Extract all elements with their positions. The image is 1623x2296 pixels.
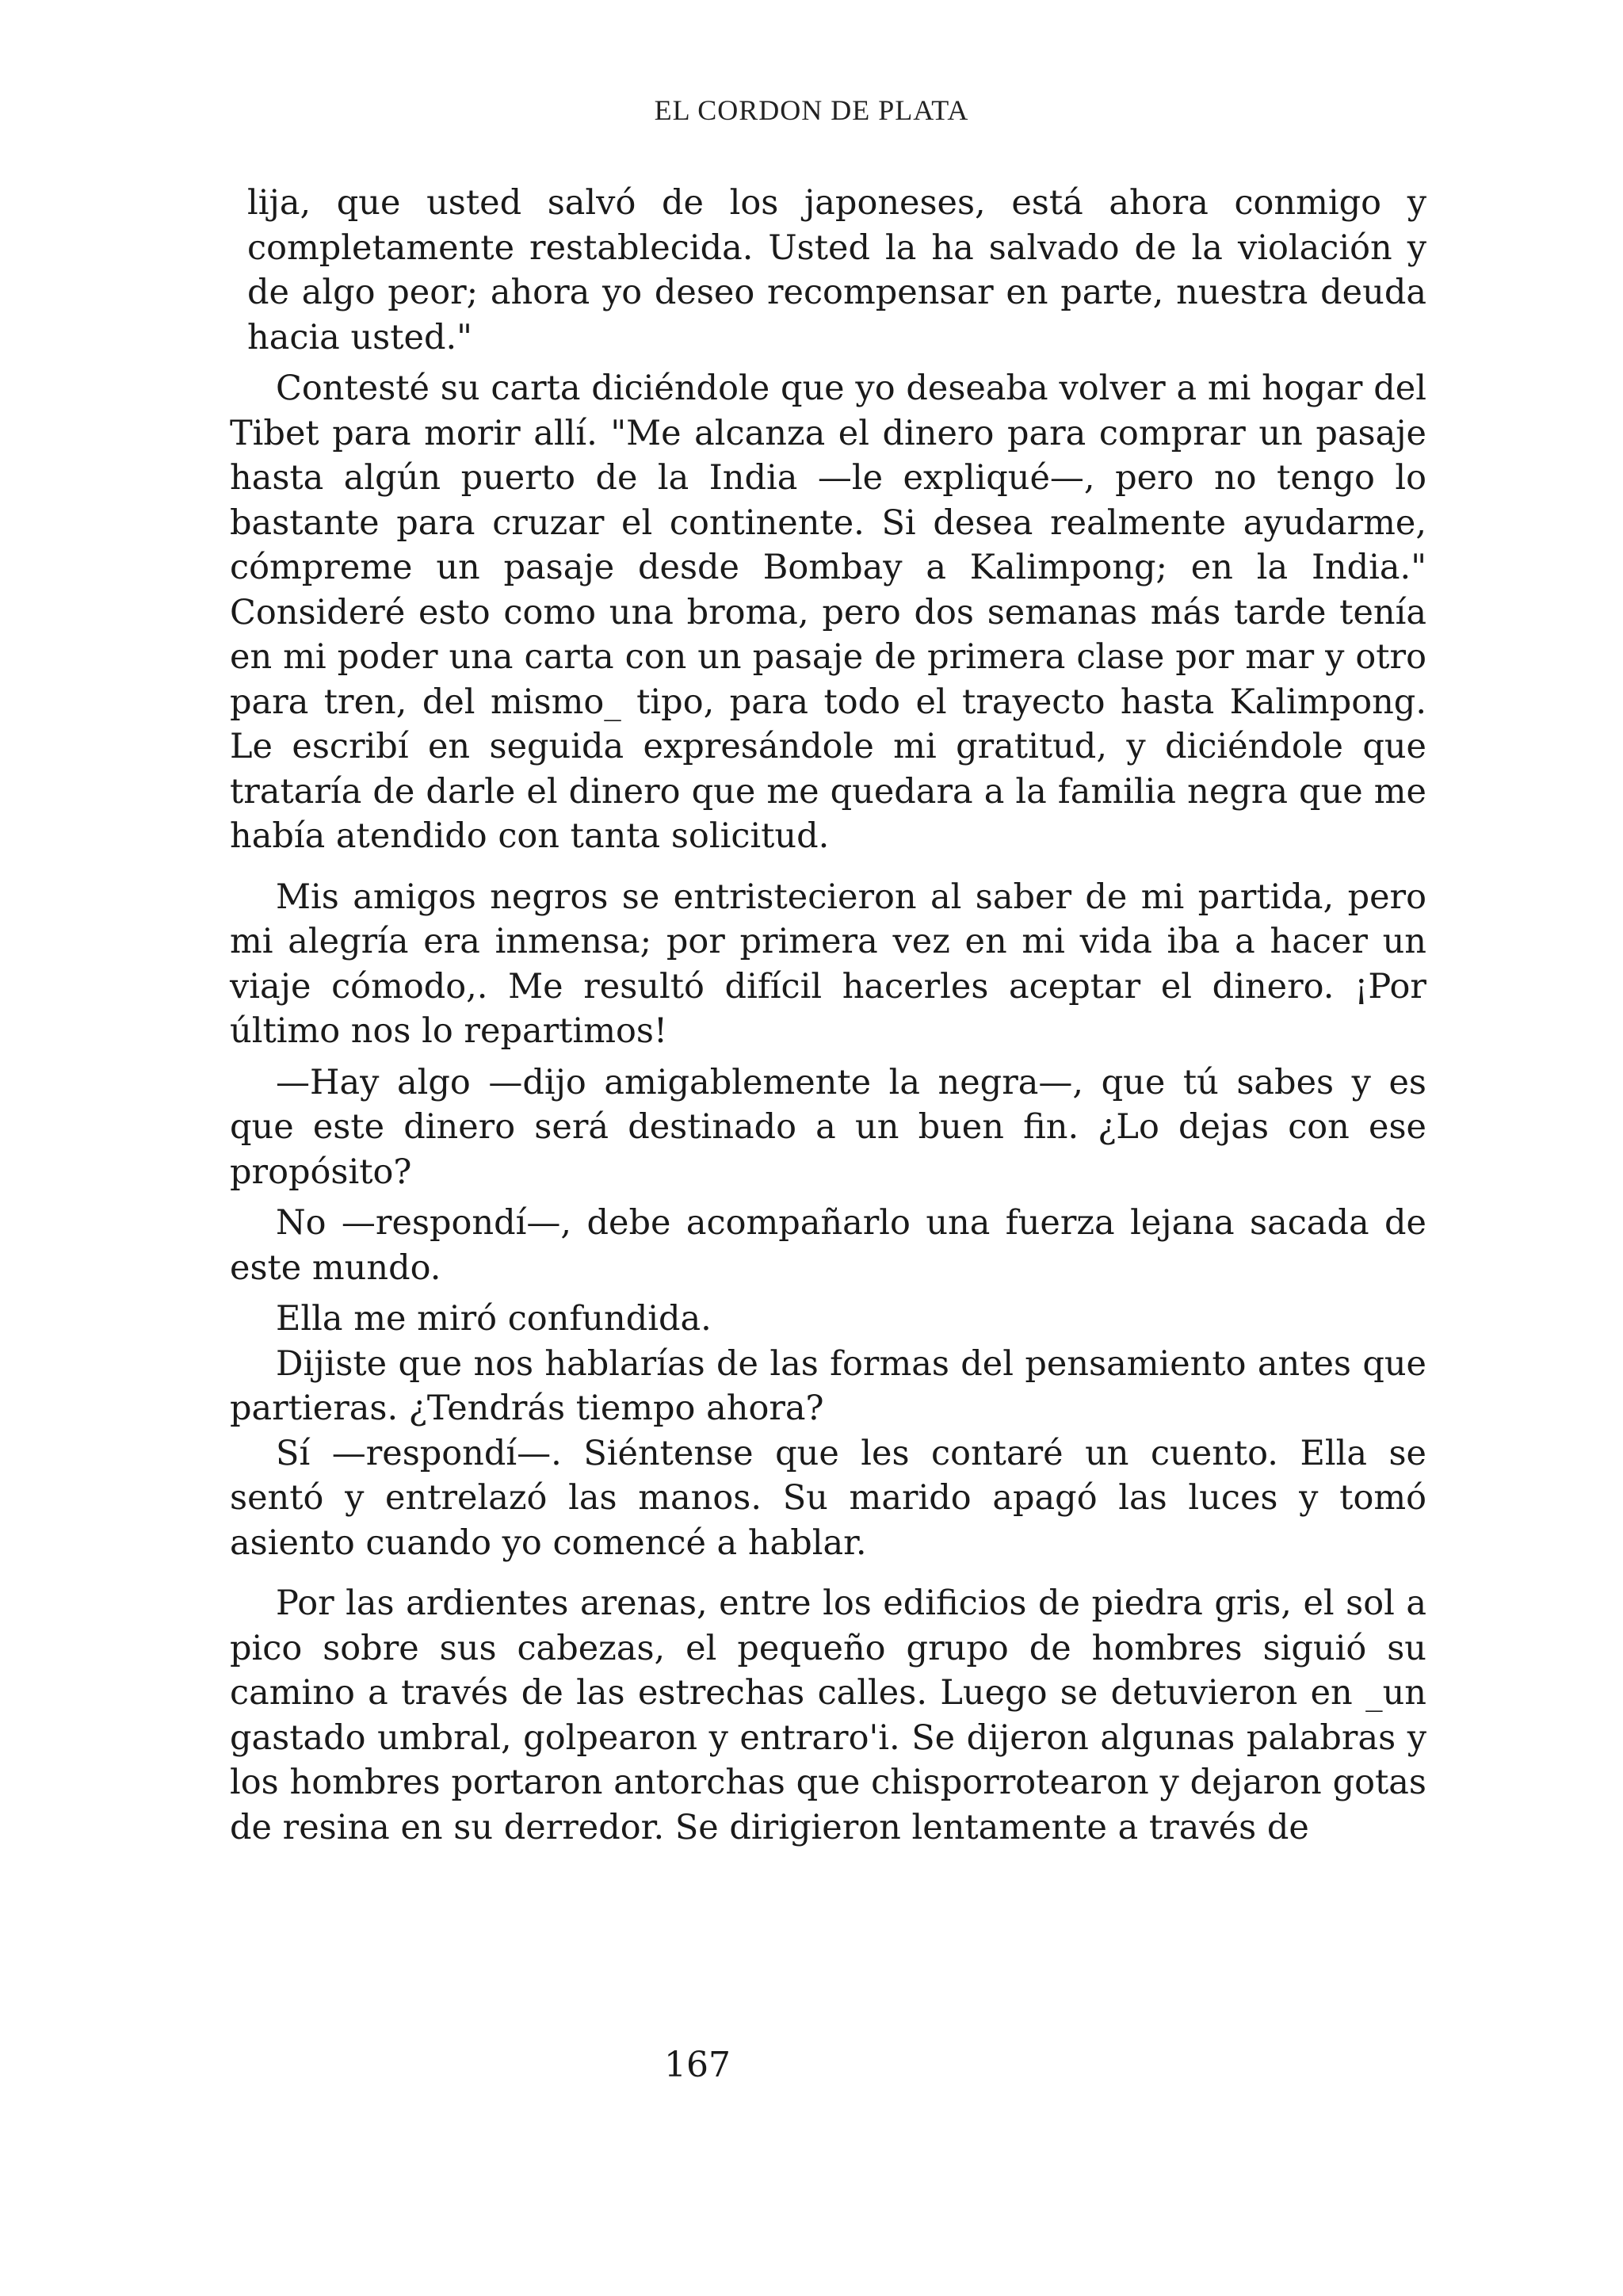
paragraph: Sí —respondí—. Siéntense que les contaré un cuento. Ella se sentó y entrelazó las manos. Su marido apagó las luces y tomó asiento cuando yo comencé a hablar. (230, 1433, 1426, 1563)
paragraph: Dijiste que nos hablarías de las formas del pensamiento antes que partieras. ¿Tendrás tiempo ahora? (230, 1343, 1426, 1428)
paragraph: lija, que usted salvó de los japoneses, está ahora conmigo y completamente restablecida. Usted la ha salvado de la violación y de algo peor; ahora yo deseo recompensar en parte, nuestra deuda hacia usted." (247, 183, 1426, 357)
paragraph: Ella me miró confundida. (276, 1299, 712, 1339)
page-number: 167 (664, 2045, 731, 2085)
paragraph: No —respondí—, debe acompañarlo una fuerza lejana sacada de este mundo. (230, 1203, 1426, 1288)
paragraph: Contesté su carta diciéndole que yo deseaba volver a mi hogar del Tibet para morir allí. "Me alcanza el dinero para comprar un pasaje hasta algún puerto de la India —le expliqué—, pero no tengo lo bastante para cruzar el continente. Si desea realmente ayudarme, cómpreme un pasaje desde Bombay a Kalimpong; en la India." Consideré esto como una broma, pero dos semanas más tarde tenía en mi poder una carta con un pasaje de primera clase por mar y otro para tren, del mismo_ tipo, para todo el trayecto hasta Kalimpong. Le escribí en seguida expresándole mi gratitud, y diciéndole que trataría de darle el dinero que me quedara a la familia negra que me había atendido con tanta solicitud. (230, 369, 1426, 856)
body-text (230, 181, 1426, 1850)
paragraph: Por las ardientes arenas, entre los edificios de piedra gris, el sol a pico sobre sus cabezas, el pequeño grupo de hombres siguió su camino a través de las estrechas calles. Luego se detuvieron en _un gastado umbral, golpearon y entraro'i. Se dijeron algunas palabras y los hombres portaron antorchas que chisporrotearon y dejaron gotas de resina en su derredor. Se dirigieron lentamente a través de (230, 1584, 1426, 1847)
paragraph: Mis amigos negros se entristecieron al saber de mi partida, pero mi alegría era inmensa; por primera vez en mi vida iba a hacer un viaje cómodo,. Me resultó difícil hacerles aceptar el dinero. ¡Por último nos lo repartimos! (230, 877, 1426, 1051)
running-title: EL CORDON DE PLATA (654, 94, 969, 126)
paragraph: —Hay algo —dijo amigablemente la negra—, que tú sabes y es que este dinero será destinado a un buen fin. ¿Lo dejas con ese propósito? (230, 1062, 1426, 1192)
